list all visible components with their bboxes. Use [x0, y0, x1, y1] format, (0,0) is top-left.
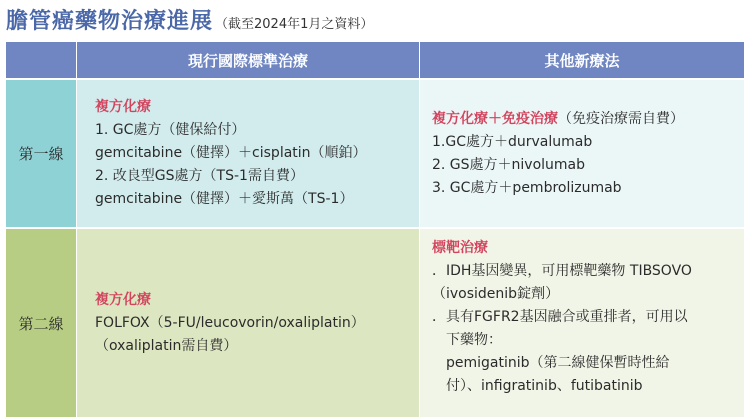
- first-line-standard-line: gemcitabine（健擇）＋cisplatin（順鉑）: [95, 145, 367, 161]
- treatment-table: [6, 42, 744, 417]
- first-line-new-line: 1.GC處方＋durvalumab: [432, 133, 593, 150]
- first-line-standard-line: gemcitabine（健擇）＋愛斯萬（TS-1）: [95, 191, 354, 207]
- second-line-new-heading: 標靶治療: [432, 240, 488, 256]
- first-line-new-heading-row: [432, 108, 744, 131]
- second-line-new-line: 付）、infigratinib、futibatinib: [446, 378, 643, 394]
- title-row: [6, 4, 373, 40]
- first-line-new-heading: 複方化療＋免疫治療: [432, 110, 558, 127]
- first-line-new-line: 2. GS處方＋nivolumab: [432, 156, 586, 173]
- header-blank: [6, 42, 76, 78]
- first-line-standard-line: 2. 改良型GS處方（TS-1需自費）: [95, 168, 304, 184]
- table-row-first-line: [6, 80, 744, 227]
- first-line-new-line: 3. GC處方＋pembrolizumab: [432, 179, 622, 196]
- second-line-standard-cell: [76, 229, 419, 417]
- title-note: （截至2024年1月之資料）: [215, 17, 374, 32]
- header-other-therapies: 其他新療法: [419, 42, 744, 78]
- second-line-new-line: （ivosidenib錠劑）: [432, 286, 560, 302]
- second-line-new-line: ．IDH基因變異，可用標靶藥物 TIBSOVO: [432, 263, 692, 279]
- first-line-new-heading-note: （免疫治療需自費）: [558, 110, 684, 127]
- first-line-new-cell: [419, 80, 744, 227]
- second-line-standard-heading: 複方化療: [95, 291, 151, 308]
- header-standard-treatment: 現行國際標準治療: [76, 42, 419, 78]
- second-line-new-line: ．具有FGFR2基因融合或重排者，可用以: [432, 309, 688, 325]
- page-title: 膽管癌藥物治療進展: [6, 9, 214, 34]
- first-line-standard-line: 1. GC處方（健保給付）: [95, 122, 246, 138]
- first-line-standard-heading: 複方化療: [95, 99, 151, 115]
- second-line-standard-line: （oxaliplatin需自費）: [95, 337, 238, 354]
- row-label-second-line: 第二線: [6, 229, 76, 417]
- first-line-standard-cell: [76, 80, 419, 227]
- second-line-standard-line: FOLFOX（5-FU/leucovorin/oxaliplatin）: [95, 314, 365, 331]
- table-header: [6, 42, 744, 78]
- table-row-second-line: [6, 229, 744, 417]
- second-line-new-line: 下藥物：: [446, 332, 502, 348]
- second-line-new-line: pemigatinib（第二線健保暫時性給: [446, 355, 670, 371]
- row-label-first-line: 第一線: [6, 80, 76, 227]
- second-line-new-cell: [419, 229, 744, 417]
